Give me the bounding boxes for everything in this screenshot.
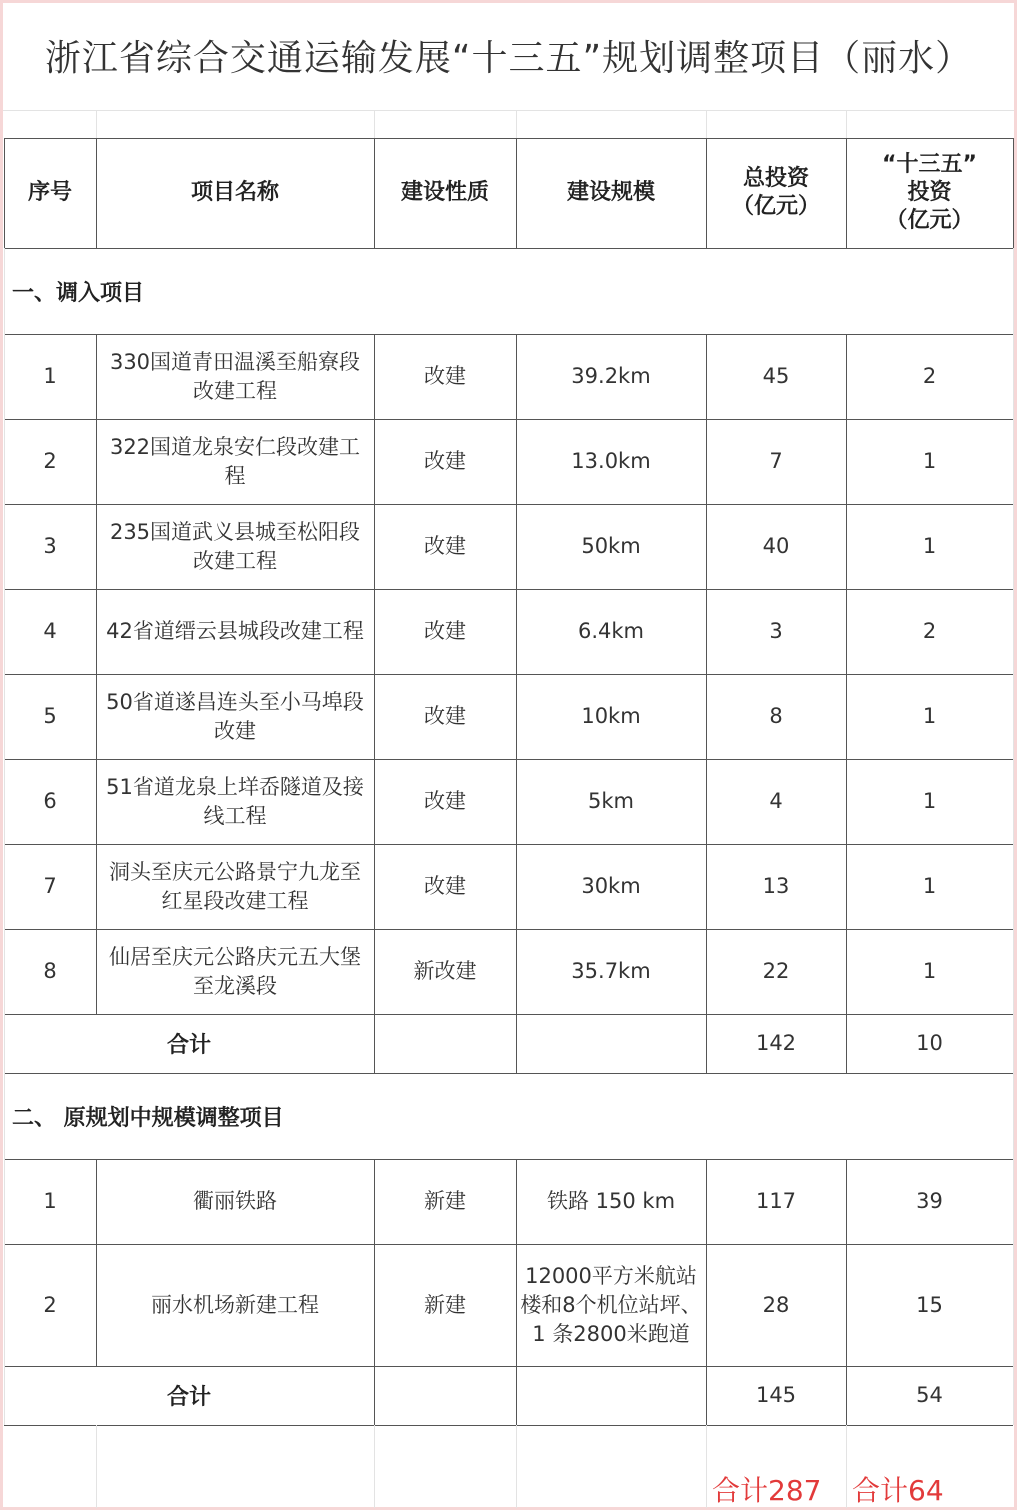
- grid-line-v: [516, 1425, 517, 1508]
- grid-line-v: [1013, 248, 1014, 334]
- row-total-investment: 45: [762, 364, 790, 388]
- row-project-name: 衢丽铁路: [193, 1189, 277, 1213]
- row-scale: 50km: [581, 534, 641, 558]
- grid-line-v: [96, 674, 97, 759]
- subtotal-nature-empty: [374, 1014, 516, 1073]
- row-seq: 1: [43, 1189, 57, 1213]
- grid-line-v: [374, 929, 375, 1014]
- grid-line-v: [374, 589, 375, 674]
- grid-line-v: [96, 504, 97, 589]
- row-project-name: 50省道遂昌连头至小马埠段改建: [106, 689, 364, 743]
- title-divider: [3, 110, 1014, 111]
- grid-line-v: [96, 138, 97, 248]
- grid-line-v: [4, 674, 5, 759]
- row-nature: 新改建: [413, 959, 477, 983]
- grid-line-v: [516, 111, 517, 138]
- grid-line-v: [1013, 419, 1014, 504]
- grid-line-v: [96, 1425, 97, 1508]
- row-project-name: 丽水机场新建工程: [151, 1292, 319, 1317]
- grid-line-v: [706, 929, 707, 1014]
- header-total-investment-line: 总投资: [742, 166, 809, 191]
- grid-line-v: [4, 589, 5, 674]
- row-scale: 10km: [581, 704, 641, 728]
- grid-line-v: [4, 929, 5, 1014]
- grid-line-v: [374, 674, 375, 759]
- grid-line-v: [4, 1159, 5, 1244]
- grid-line-v: [706, 1014, 707, 1073]
- row-plan-investment: 1: [922, 449, 937, 473]
- grid-line-v: [4, 844, 5, 929]
- grid-line-v: [706, 504, 707, 589]
- row-total-investment: 3: [769, 619, 783, 643]
- grid-line-v: [516, 138, 517, 248]
- row-plan-investment: 1: [922, 534, 937, 558]
- grid-line-v: [374, 1425, 375, 1508]
- subtotal-total-investment: 142: [755, 1031, 797, 1055]
- row-scale: 12000平方米航站楼和8个机位站坪、1 条2800米跑道: [520, 1263, 702, 1346]
- grid-line-v: [706, 844, 707, 929]
- grid-line-v: [846, 334, 847, 419]
- row-seq: 5: [43, 704, 57, 728]
- grid-line-v: [706, 111, 707, 138]
- grid-line-v: [1013, 929, 1014, 1014]
- grid-line-v: [706, 138, 707, 248]
- header-plan-investment: [846, 138, 1013, 248]
- row-seq: 2: [43, 449, 57, 473]
- header-plan-investment-line: “十三五”: [882, 152, 977, 177]
- row-seq: 2: [43, 1292, 57, 1317]
- grid-line-v: [846, 111, 847, 138]
- row-total-investment: 117: [755, 1189, 797, 1213]
- grid-line-v: [96, 589, 97, 674]
- row-plan-investment: 1: [922, 874, 937, 898]
- grid-line-v: [4, 504, 5, 589]
- row-total-investment: 28: [762, 1292, 790, 1317]
- row-seq: 4: [43, 619, 57, 643]
- row-scale: 铁路 150 km: [546, 1189, 676, 1213]
- subtotal-label: 合计: [166, 1385, 211, 1410]
- row-total-investment: 40: [762, 534, 790, 558]
- grid-line-v: [374, 1244, 375, 1366]
- header-plan-investment-line: （亿元）: [885, 208, 974, 233]
- header-seq: 序号: [27, 180, 72, 205]
- row-total-investment: 22: [762, 959, 790, 983]
- row-project-name: 330国道青田温溪至船寮段改建工程: [109, 349, 361, 403]
- row-plan-investment: 1: [922, 789, 937, 813]
- row-nature: 改建: [424, 874, 466, 898]
- page-title: 浙江省综合交通运输发展“十三五”规划调整项目（丽水）: [44, 37, 973, 79]
- row-nature: 改建: [424, 534, 466, 558]
- grid-line-v: [846, 589, 847, 674]
- grid-line-v: [516, 589, 517, 674]
- grid-line-v: [846, 1244, 847, 1366]
- grid-line-v: [846, 1366, 847, 1425]
- grid-line-v: [846, 504, 847, 589]
- row-project-name: 322国道龙泉安仁段改建工程: [109, 434, 361, 488]
- row-scale: 30km: [581, 874, 641, 898]
- header-scale: 建设规模: [566, 180, 655, 205]
- section-title: 一、调入项目: [12, 280, 145, 306]
- grid-line-v: [4, 1073, 5, 1159]
- row-total-investment: 13: [762, 874, 790, 898]
- row-nature: 新建: [424, 1189, 466, 1213]
- row-nature: 改建: [424, 704, 466, 728]
- row-plan-investment: 39: [916, 1189, 943, 1213]
- grid-line-h: [4, 1425, 1013, 1426]
- row-total-investment: 8: [769, 704, 783, 728]
- subtotal-total-investment: 145: [755, 1383, 797, 1407]
- row-plan-investment: 1: [922, 704, 937, 728]
- grid-line-v: [706, 759, 707, 844]
- row-project-name: 洞头至庆元公路景宁九龙至红星段改建工程: [109, 859, 361, 913]
- grid-line-v: [846, 1159, 847, 1244]
- subtotal-scale-empty: [516, 1366, 706, 1425]
- grid-line-v: [706, 674, 707, 759]
- grid-line-v: [1013, 759, 1014, 844]
- grid-line-v: [96, 111, 97, 138]
- header-total-investment: [706, 138, 846, 248]
- grid-line-v: [4, 419, 5, 504]
- row-scale: 39.2km: [571, 364, 651, 388]
- grid-line-v: [516, 844, 517, 929]
- row-plan-investment: 15: [916, 1292, 943, 1317]
- grid-line-v: [706, 589, 707, 674]
- grid-line-v: [96, 929, 97, 1014]
- grid-line-v: [1013, 504, 1014, 589]
- row-seq: 1: [43, 364, 57, 388]
- grid-line-v: [706, 1366, 707, 1425]
- grid-line-v: [706, 1244, 707, 1366]
- subtotal-label: 合计: [166, 1033, 211, 1058]
- grid-line-v: [706, 1425, 707, 1508]
- header-total-investment-line: （亿元）: [731, 194, 820, 219]
- grid-line-v: [374, 504, 375, 589]
- grid-line-v: [516, 759, 517, 844]
- grid-line-v: [1013, 1244, 1014, 1366]
- grid-line-v: [96, 419, 97, 504]
- grid-line-v: [374, 1159, 375, 1244]
- grid-line-v: [96, 1159, 97, 1244]
- grid-line-v: [1013, 844, 1014, 929]
- row-total-investment: 4: [769, 789, 783, 813]
- row-seq: 3: [43, 534, 57, 558]
- row-nature: 改建: [424, 364, 466, 388]
- row-scale: 6.4km: [577, 619, 644, 643]
- handwritten-plan-note: 合计64: [852, 1474, 944, 1507]
- row-seq: 7: [43, 874, 57, 898]
- row-seq: 6: [43, 789, 57, 813]
- grid-line-v: [4, 334, 5, 419]
- grid-line-v: [516, 1159, 517, 1244]
- row-scale: 5km: [588, 789, 634, 813]
- row-project-name: 51省道龙泉上垟岙隧道及接线工程: [106, 774, 364, 828]
- grid-line-v: [1013, 1073, 1014, 1159]
- subtotal-nature-empty: [374, 1366, 516, 1425]
- row-nature: 改建: [424, 789, 466, 813]
- grid-line-v: [516, 929, 517, 1014]
- grid-line-v: [1013, 138, 1014, 248]
- subtotal-scale-empty: [516, 1014, 706, 1073]
- grid-line-v: [516, 1014, 517, 1073]
- row-total-investment: 7: [769, 449, 783, 473]
- grid-line-v: [516, 1366, 517, 1425]
- grid-line-v: [846, 844, 847, 929]
- subtotal-plan-investment: 54: [916, 1383, 943, 1407]
- grid-line-v: [1013, 1159, 1014, 1244]
- section-title: 二、 原规划中规模调整项目: [12, 1105, 284, 1131]
- grid-line-v: [1013, 334, 1014, 419]
- grid-line-v: [374, 419, 375, 504]
- grid-line-v: [96, 1244, 97, 1366]
- grid-line-v: [846, 1014, 847, 1073]
- grid-line-v: [374, 334, 375, 419]
- header-nature: 建设性质: [400, 180, 489, 205]
- grid-line-v: [706, 1159, 707, 1244]
- grid-line-v: [846, 674, 847, 759]
- header-name: 项目名称: [190, 180, 279, 205]
- grid-line-v: [96, 844, 97, 929]
- grid-line-v: [1013, 674, 1014, 759]
- row-project-name: 42省道缙云县城段改建工程: [106, 619, 364, 643]
- handwritten-total-note: 合计287: [712, 1474, 822, 1507]
- grid-line-v: [374, 111, 375, 138]
- row-nature: 改建: [424, 619, 466, 643]
- grid-line-v: [516, 334, 517, 419]
- header-plan-investment-line: 投资: [907, 180, 952, 205]
- grid-line-v: [374, 1014, 375, 1073]
- row-seq: 8: [43, 959, 57, 983]
- grid-line-v: [1013, 589, 1014, 674]
- row-scale: 35.7km: [571, 959, 651, 983]
- row-nature: 改建: [424, 449, 466, 473]
- grid-line-v: [516, 674, 517, 759]
- grid-line-v: [4, 248, 5, 334]
- row-project-name: 235国道武义县城至松阳段改建工程: [109, 519, 361, 573]
- grid-line-v: [846, 759, 847, 844]
- grid-line-v: [706, 334, 707, 419]
- grid-line-v: [846, 138, 847, 248]
- grid-line-v: [846, 1425, 847, 1508]
- row-plan-investment: 2: [922, 364, 937, 388]
- grid-line-v: [1013, 1014, 1014, 1073]
- grid-line-v: [374, 1366, 375, 1425]
- subtotal-plan-investment: 10: [916, 1031, 943, 1055]
- grid-line-v: [374, 138, 375, 248]
- row-project-name: 仙居至庆元公路庆元五大堡至龙溪段: [109, 944, 361, 998]
- grid-line-v: [374, 759, 375, 844]
- grid-line-v: [4, 1014, 5, 1073]
- grid-line-v: [706, 419, 707, 504]
- grid-line-v: [516, 419, 517, 504]
- grid-line-v: [96, 759, 97, 844]
- grid-line-v: [4, 759, 5, 844]
- row-plan-investment: 2: [922, 619, 937, 643]
- grid-line-v: [846, 929, 847, 1014]
- grid-line-v: [516, 1244, 517, 1366]
- grid-line-v: [4, 1244, 5, 1366]
- grid-line-v: [1013, 1366, 1014, 1425]
- row-scale: 13.0km: [571, 449, 651, 473]
- row-plan-investment: 1: [922, 959, 937, 983]
- grid-line-v: [4, 138, 5, 248]
- grid-line-v: [4, 1366, 5, 1425]
- grid-line-v: [96, 334, 97, 419]
- row-nature: 新建: [424, 1292, 466, 1317]
- grid-line-v: [846, 419, 847, 504]
- grid-line-v: [516, 504, 517, 589]
- grid-line-v: [374, 844, 375, 929]
